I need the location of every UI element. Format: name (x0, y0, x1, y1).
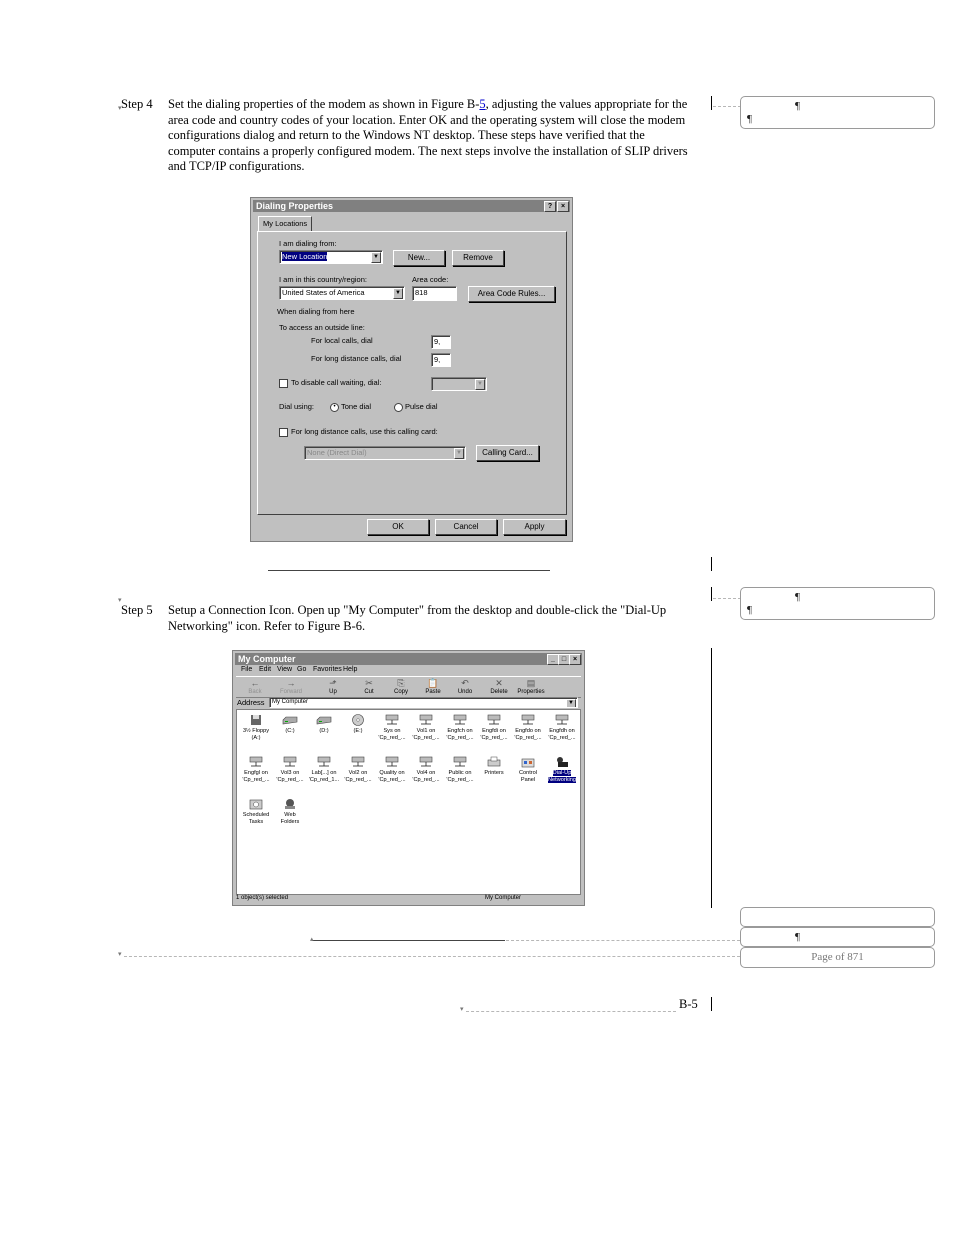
tone-dial-radio[interactable]: • (330, 403, 339, 412)
menu-bar (237, 666, 580, 675)
pilcrow: ¶ (747, 113, 752, 125)
calling-card-button[interactable]: Calling Card... (476, 445, 539, 461)
dial-using-label: Dial using: (279, 402, 315, 411)
desktop-item[interactable] (545, 714, 579, 741)
help-button[interactable]: ? (544, 201, 556, 212)
anchor-marker: ▾ (118, 950, 122, 958)
country-value: United States of America (282, 288, 365, 297)
up-icon: ⬏ (329, 678, 337, 688)
network-drive-icon (452, 756, 468, 768)
explorer-title: My Computer (238, 654, 296, 664)
item-label: Vol3 on 'Cp_red_... (276, 770, 304, 783)
toolbar-label: Paste (425, 689, 441, 695)
figure-link[interactable]: 5 (479, 97, 486, 111)
margin-comment-box[interactable] (740, 587, 935, 620)
scheduled-tasks-icon (248, 798, 264, 810)
minimize-button[interactable]: _ (547, 654, 559, 665)
page-count-box: Page of 871 (740, 947, 935, 968)
long-distance-label: For long distance calls, dial (311, 354, 402, 363)
item-label: Control Panel (518, 770, 538, 783)
desktop-item[interactable] (443, 756, 477, 783)
network-drive-icon (418, 714, 434, 726)
desktop-item[interactable] (307, 714, 341, 735)
dialog-title: Dialing Properties (256, 201, 334, 211)
country-label: I am in this country/region: (279, 275, 367, 284)
network-drive-icon (554, 714, 570, 726)
printer-icon (486, 756, 502, 768)
area-code-input[interactable]: 818 (412, 286, 457, 301)
content-pane (236, 709, 581, 895)
calling-card-checkbox[interactable] (279, 428, 288, 437)
dialing-from-label: I am dialing from: (279, 239, 337, 248)
network-drive-icon (418, 756, 434, 768)
desktop-item[interactable] (375, 756, 409, 783)
step-5-text: Setup a Connection Icon. Open up "My Computer" from the desktop and double-click the "Dial-Up Networking" icon. Refer to Figure B-6. (168, 603, 667, 633)
item-label: Printers (484, 770, 504, 776)
desktop-item[interactable] (239, 798, 273, 825)
menu-go[interactable]: Go (297, 666, 307, 673)
desktop-item[interactable] (273, 798, 307, 825)
explorer-titlebar (235, 653, 582, 665)
desktop-item[interactable] (511, 714, 545, 741)
pulse-dial-label: Pulse dial (405, 402, 438, 411)
toolbar-label: Copy (393, 689, 408, 695)
close-button[interactable]: × (569, 654, 581, 665)
toolbar-up-button[interactable] (318, 678, 348, 695)
item-label: Engfdi on 'Cp_red_... (480, 728, 508, 741)
when-dialing-label: When dialing from here (277, 307, 355, 316)
change-bar (711, 96, 712, 110)
comment-connector (466, 1011, 676, 1012)
toolbar-forward-button[interactable] (276, 678, 306, 695)
item-label: Public on 'Cp_red_... (446, 770, 474, 783)
toolbar-label: Forward (279, 689, 302, 695)
step-4-text-b: , adjusting the values appropriate for the area code and country codes of your location. Enter OK and the operating system will close the modem configurations dialog and return to the Windows NT desktop. These steps have verified that the computer contains a properly configured modem. The next steps involve the installation of SLIP drivers and TCP/IP configurations. (168, 97, 688, 173)
chevron-down-icon: ▼ (566, 699, 576, 708)
cancel-button[interactable]: Cancel (435, 519, 497, 535)
cd-icon (350, 714, 366, 726)
margin-comment-box[interactable] (740, 96, 935, 129)
item-label: Quality on 'Cp_red_... (378, 770, 406, 783)
margin-comment-box[interactable] (740, 927, 935, 947)
calling-card-label: For long distance calls, use this calling card: (291, 427, 438, 436)
step-5-label: Step 5 (121, 603, 153, 617)
item-label: Lab[...] on 'Cp_red_1... (308, 770, 340, 783)
toolbar-label: Delete (490, 689, 508, 695)
toolbar (236, 676, 581, 698)
status-location: My Computer (485, 895, 522, 901)
page-number: B-5 (679, 997, 698, 1011)
toolbar-label: Up (329, 689, 337, 695)
country-select[interactable] (279, 286, 405, 300)
item-label: Vol2 on 'Cp_red_... (344, 770, 372, 783)
outside-line-label: To access an outside line: (279, 323, 365, 332)
toolbar-paste-button[interactable] (418, 678, 448, 695)
control-panel-icon (520, 756, 536, 768)
anchor-marker: ▴ (310, 935, 314, 943)
comment-connector (713, 106, 741, 107)
network-drive-icon (350, 756, 366, 768)
ok-button[interactable]: OK (367, 519, 429, 535)
my-computer-window (232, 650, 585, 906)
desktop-item[interactable] (477, 714, 511, 741)
desktop-item[interactable] (273, 756, 307, 783)
call-waiting-checkbox[interactable] (279, 379, 288, 388)
toolbar-label: Properties (517, 689, 545, 695)
dialog-titlebar (253, 200, 570, 212)
change-bar (711, 648, 712, 908)
status-bar (235, 894, 581, 903)
toolbar-properties-button[interactable] (516, 678, 546, 695)
local-calls-input[interactable]: 9, (431, 335, 451, 349)
properties-icon: ▤ (526, 678, 536, 688)
calling-card-select[interactable] (304, 446, 466, 460)
toolbar-delete-button[interactable] (484, 678, 514, 695)
pilcrow: ¶ (795, 931, 800, 943)
menu-edit[interactable]: Edit (259, 666, 272, 673)
toolbar-label: Back (248, 689, 262, 695)
chevron-down-icon: ▼ (371, 252, 381, 263)
pilcrow: ¶ (747, 604, 752, 616)
status-selection-count: 1 object(s) selected (236, 895, 289, 901)
undo-icon: ↶ (461, 678, 469, 688)
pilcrow: ¶ (795, 100, 800, 112)
comment-connector (506, 940, 740, 941)
drive-icon (282, 714, 298, 726)
floppy-icon (248, 714, 264, 726)
anchor-marker: ▾ (118, 596, 122, 604)
new-location-button[interactable]: New... (393, 250, 445, 266)
step-4-text (168, 97, 693, 175)
apply-button[interactable]: Apply (503, 519, 566, 535)
desktop-item[interactable] (545, 756, 579, 783)
network-drive-icon (520, 714, 536, 726)
desktop-item[interactable] (511, 756, 545, 783)
item-label: (D:) (319, 728, 329, 734)
change-bar (711, 557, 712, 571)
pulse-dial-radio[interactable] (394, 403, 403, 412)
pilcrow: ¶ (795, 591, 800, 603)
figure-caption-rule (268, 570, 550, 571)
desktop-item[interactable] (239, 714, 273, 741)
desktop-item[interactable] (341, 756, 375, 783)
long-distance-input[interactable]: 9, (431, 353, 451, 367)
maximize-button[interactable]: □ (558, 654, 570, 665)
comment-connector (124, 956, 740, 957)
desktop-item[interactable] (477, 756, 511, 777)
item-label: Engfdh on 'Cp_red_... (548, 728, 576, 741)
toolbar-copy-button[interactable] (386, 678, 416, 695)
item-label: Engfch on 'Cp_red_... (446, 728, 474, 741)
item-label: Web Folders (280, 812, 300, 825)
step-4-text-a: Set the dialing properties of the modem as shown in Figure B- (168, 97, 480, 111)
item-label: Scheduled Tasks (242, 812, 270, 825)
item-label: (E:) (353, 728, 363, 734)
dialing-from-select[interactable] (279, 250, 383, 264)
item-label: 3½ Floppy (A:) (242, 728, 270, 741)
network-drive-icon (282, 756, 298, 768)
toolbar-cut-button[interactable] (354, 678, 384, 695)
desktop-item[interactable] (273, 714, 307, 735)
menu-favorites[interactable]: Favorites (313, 666, 342, 673)
area-code-rules-button[interactable]: Area Code Rules... (468, 286, 555, 302)
drive-icon (316, 714, 332, 726)
desktop-item[interactable] (409, 756, 443, 783)
figure-caption-rule (312, 940, 505, 941)
close-button[interactable]: × (557, 201, 569, 212)
anchor-marker: ▾ (118, 104, 122, 112)
menu-file[interactable]: File (241, 666, 253, 673)
margin-comment-box[interactable] (740, 907, 935, 927)
network-drive-icon (486, 714, 502, 726)
address-label: Address (237, 698, 265, 707)
desktop-item[interactable] (375, 714, 409, 741)
network-drive-icon (384, 714, 400, 726)
call-waiting-label: To disable call waiting, dial: (291, 378, 382, 387)
toolbar-undo-button[interactable] (450, 678, 480, 695)
address-input[interactable] (269, 697, 578, 708)
call-waiting-select[interactable] (431, 377, 487, 391)
back-icon: ← (250, 678, 260, 688)
cut-icon: ✂ (365, 678, 373, 688)
address-value: My Computer (272, 699, 309, 705)
paste-icon: 📋 (427, 678, 439, 688)
network-drive-icon (316, 756, 332, 768)
dialing-properties-dialog (250, 197, 573, 542)
chevron-down-icon: ▼ (454, 448, 464, 459)
chevron-down-icon: ▼ (393, 288, 403, 299)
tab-panel (257, 231, 567, 515)
menu-view[interactable]: View (277, 666, 293, 673)
desktop-item[interactable] (341, 714, 375, 735)
forward-icon: → (286, 678, 296, 688)
change-bar (711, 997, 712, 1011)
item-label: Vol1 on 'Cp_red_... (412, 728, 440, 741)
tone-dial-label: Tone dial (341, 402, 372, 411)
dialup-networking-icon (554, 756, 570, 768)
delete-icon: ✕ (495, 678, 503, 688)
address-bar (236, 697, 581, 708)
network-drive-icon (248, 756, 264, 768)
toolbar-label: Cut (364, 689, 374, 695)
chevron-down-icon: ▼ (475, 379, 485, 390)
item-label: Dial-Up Networking (548, 770, 576, 783)
item-label: Engfdo on 'Cp_red_... (514, 728, 542, 741)
desktop-item[interactable] (239, 756, 273, 783)
dialing-from-value: New Location (282, 252, 328, 261)
comment-connector (713, 598, 741, 599)
copy-icon: ⎘ (397, 678, 405, 688)
tab-my-locations[interactable]: My Locations (258, 216, 312, 231)
item-label: Engfgl on 'Cp_red_... (242, 770, 270, 783)
local-calls-label: For local calls, dial (311, 336, 373, 345)
area-code-label: Area code: (412, 275, 449, 284)
menu-help[interactable]: Help (343, 666, 358, 673)
toolbar-label: Undo (457, 689, 473, 695)
desktop-item[interactable] (443, 714, 477, 741)
desktop-item[interactable] (307, 756, 341, 783)
web-folders-icon (282, 798, 298, 810)
item-label: Vol4 on 'Cp_red_... (412, 770, 440, 783)
network-drive-icon (384, 756, 400, 768)
change-bar (711, 587, 712, 601)
network-drive-icon (452, 714, 468, 726)
step-4-label: Step 4 (121, 97, 153, 111)
calling-card-value: None (Direct Dial) (307, 448, 367, 457)
item-label: (C:) (285, 728, 295, 734)
toolbar-back-button[interactable] (240, 678, 270, 695)
remove-location-button[interactable]: Remove (452, 250, 504, 266)
anchor-marker: ▾ (460, 1005, 464, 1013)
item-label: Sys on 'Cp_red_... (378, 728, 406, 741)
desktop-item[interactable] (409, 714, 443, 741)
